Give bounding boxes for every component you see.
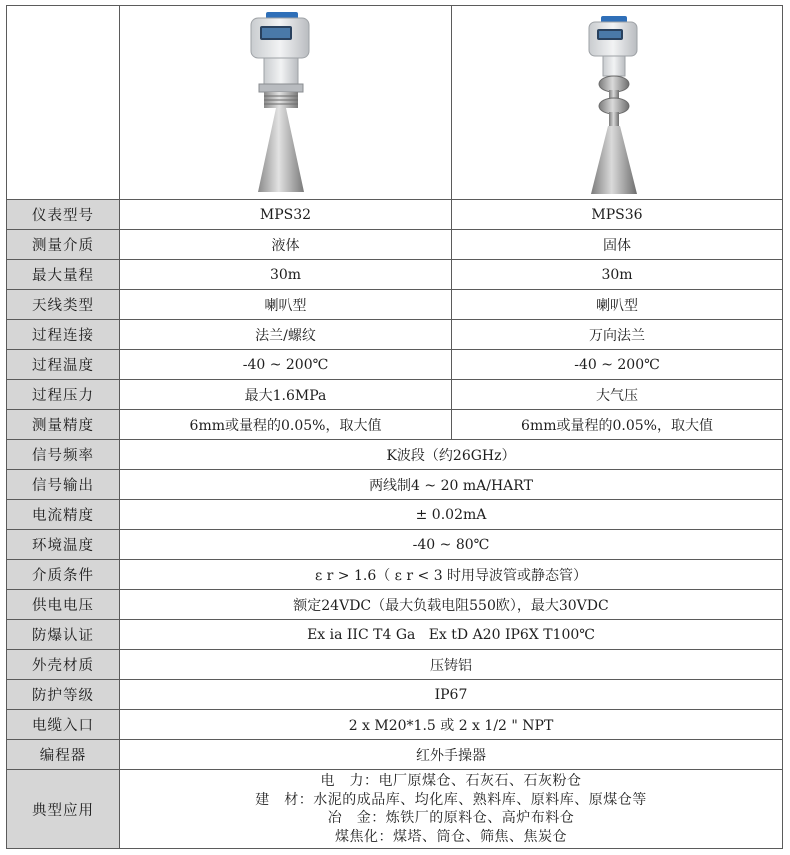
horn-antenna-radar-level-meter-32-icon xyxy=(226,10,346,195)
image-row-label xyxy=(7,6,120,200)
label-explosion: 防爆认证 xyxy=(7,620,120,650)
value-medium-a: 液体 xyxy=(120,230,452,260)
row-power xyxy=(7,590,783,620)
value-programmer: 红外手操器 xyxy=(120,740,783,770)
row-antenna xyxy=(7,290,783,320)
value-cable: 2 x M20*1.5 或 2 x 1/2 " NPT xyxy=(120,710,783,740)
label-housing: 外壳材质 xyxy=(7,650,120,680)
row-applications xyxy=(7,770,783,849)
row-frequency xyxy=(7,440,783,470)
row-max-range xyxy=(7,260,783,290)
label-applications: 典型应用 xyxy=(7,770,120,849)
row-accuracy xyxy=(7,410,783,440)
label-cable: 电缆入口 xyxy=(7,710,120,740)
row-ambient xyxy=(7,530,783,560)
image-row xyxy=(7,6,783,200)
value-connection-a: 法兰/螺纹 xyxy=(120,320,452,350)
label-frequency: 信号频率 xyxy=(7,440,120,470)
value-temp-b: -40 ~ 200℃ xyxy=(452,350,783,380)
application-line: 冶 金：炼铁厂的原料仓、高炉布料仓 xyxy=(327,810,575,826)
label-connection: 过程连接 xyxy=(7,320,120,350)
row-explosion xyxy=(7,620,783,650)
value-max-range-b: 30m xyxy=(452,260,783,290)
row-housing xyxy=(7,650,783,680)
value-output: 两线制4 ~ 20 mA/HART xyxy=(120,470,783,500)
value-temp-a: -40 ~ 200℃ xyxy=(120,350,452,380)
value-accuracy-b: 6mm或量程的0.05%，取大值 xyxy=(452,410,783,440)
row-medium xyxy=(7,230,783,260)
value-max-range-a: 30m xyxy=(120,260,452,290)
spec-table xyxy=(6,5,783,849)
row-model xyxy=(7,200,783,230)
value-model-b: MPS36 xyxy=(452,200,783,230)
label-current-accuracy: 电流精度 xyxy=(7,500,120,530)
label-protection: 防护等级 xyxy=(7,680,120,710)
value-connection-b: 万向法兰 xyxy=(452,320,783,350)
label-programmer: 编程器 xyxy=(7,740,120,770)
application-line: 建 材：水泥的成品库、均化库、熟料库、原料库、原煤仓等 xyxy=(255,791,647,808)
label-power: 供电电压 xyxy=(7,590,120,620)
row-protection xyxy=(7,680,783,710)
row-dielectric xyxy=(7,560,783,590)
label-accuracy: 测量精度 xyxy=(7,410,120,440)
value-antenna-b: 喇叭型 xyxy=(452,290,783,320)
value-antenna-a: 喇叭型 xyxy=(120,290,452,320)
label-pressure: 过程压力 xyxy=(7,380,120,410)
value-current-accuracy: ± 0.02mA xyxy=(120,500,783,530)
product-image-mps32 xyxy=(120,6,452,200)
value-ambient: -40 ~ 80℃ xyxy=(120,530,783,560)
value-dielectric: ε r > 1.6（ ε r < 3 时用导波管或静态管） xyxy=(120,560,783,590)
row-connection xyxy=(7,320,783,350)
value-pressure-a: 最大1.6MPa xyxy=(120,380,452,410)
label-antenna: 天线类型 xyxy=(7,290,120,320)
row-temp xyxy=(7,350,783,380)
value-pressure-b: 大气压 xyxy=(452,380,783,410)
application-line: 电 力：电厂原煤仓、石灰石、石灰粉仓 xyxy=(320,773,582,789)
value-applications xyxy=(120,770,783,849)
value-housing: 压铸铝 xyxy=(120,650,783,680)
value-accuracy-a: 6mm或量程的0.05%，取大值 xyxy=(120,410,452,440)
value-protection: IP67 xyxy=(120,680,783,710)
row-programmer xyxy=(7,740,783,770)
label-medium: 测量介质 xyxy=(7,230,120,260)
label-temp: 过程温度 xyxy=(7,350,120,380)
row-current-accuracy xyxy=(7,500,783,530)
value-power: 额定24VDC（最大负载电阻550欧），最大30VDC xyxy=(120,590,783,620)
label-ambient: 环境温度 xyxy=(7,530,120,560)
value-explosion: Ex ia IIC T4 Ga Ex tD A20 IP6X T100℃ xyxy=(120,620,783,650)
application-line: 煤焦化：煤塔、筒仓、筛焦、焦炭仓 xyxy=(335,828,567,845)
horn-antenna-radar-level-meter-36-icon xyxy=(557,10,677,195)
value-medium-b: 固体 xyxy=(452,230,783,260)
row-cable xyxy=(7,710,783,740)
value-frequency: K波段（约26GHz） xyxy=(120,440,783,470)
label-output: 信号输出 xyxy=(7,470,120,500)
label-max-range: 最大量程 xyxy=(7,260,120,290)
row-pressure xyxy=(7,380,783,410)
label-dielectric: 介质条件 xyxy=(7,560,120,590)
row-output xyxy=(7,470,783,500)
product-image-mps36 xyxy=(452,6,783,200)
label-model: 仪表型号 xyxy=(7,200,120,230)
value-model-a: MPS32 xyxy=(120,200,452,230)
